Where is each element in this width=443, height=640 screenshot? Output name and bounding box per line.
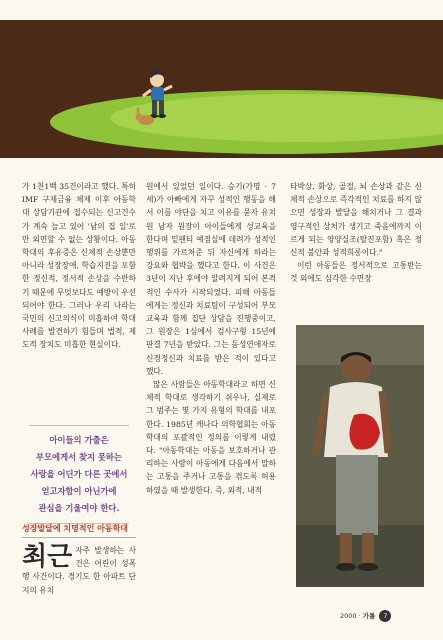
quote-line: 사랑을 어딘가 다른 곳에서	[30, 469, 128, 479]
quote-line: 얻고자함이 아닌가에	[41, 486, 117, 496]
quote-line: 부모에게서 찾지 못하는	[36, 452, 122, 462]
magazine-name: 가톨	[362, 612, 376, 620]
article-paragraph: 이런 아동들은 정서적으로 고통받는 것 외에도 심각한 수면장	[290, 261, 422, 284]
boy-photo	[296, 325, 424, 587]
hero-illustration	[0, 0, 443, 158]
article-paragraph: 가 1천1백 35건이라고 했다. 특히 IMF 구제금융 체제 이후 아동학대 상담기관에 접수되는 신고건수가 계속 늘고 있어 '남의 집 일'로만 외면할 수 없는 상황이다. 아동학대의 후유증은 신체적 손상뿐만 아니라 성장장애, 학습지진을 포함한 정신적, 정서적 손상을 수반하기 때문에 무엇보다도 예방이 우선되어야 한다. 그러나 우리 나라는 국민의 신고의식이 미흡하여 학대사례를 발견하기 힘들며 법적, 제도적 장치도 미흡한 현실이다.	[22, 182, 136, 350]
page-footer	[340, 610, 391, 622]
page-number: 7	[379, 610, 391, 622]
section-subheading: 성장발달에 치명적인 아동학대	[22, 523, 136, 538]
article-column-1	[22, 180, 136, 352]
cartoon-boy-on-grass-illustration	[0, 0, 443, 158]
dropcap-text: 자주 발생하는 사건은 어린이 성폭행 사건이다. 경기도 한 아파트 단지의 유치	[22, 546, 136, 595]
dropcap-paragraph	[22, 544, 136, 597]
article-paragraph: 타박상, 화상, 골절, 뇌 손상과 같은 신체적 손상으로 즉각적인 치료를 하지 않으면 성장과 발달을 해치거나 그 결과 영구적인 상처가 생기고 죽음에까지 이르게 되는 영양실조(탈진포함) 혹은 정신적 불안과 성적희롱이다."	[290, 182, 422, 258]
article-column-2	[146, 180, 276, 497]
quote-line: 관심을 기울여야 한다.	[38, 503, 120, 513]
dropcap: 최근	[22, 542, 73, 572]
article-paragraph: 많은 사람들은 아동학대라고 하면 신체적 학대로 생각하기 쉬우나, 실제로 그 범주는 몇 가지 유형의 학대를 내포한다. 1985년 캐나다 의학협회는 아동학대의 포괄적인 정의를 이렇게 내렸다. "아동학대는 아동을 보호하거나 관리하는 사람이 아동에게 다음에서 말하는 고통을 주거나 고통을 겪도록 허용하였을 때 발생한다. 즉, 외적, 내적	[146, 380, 276, 495]
footer-year: 2000 ·	[340, 612, 361, 620]
quote-line: 아이들의 가출은	[49, 435, 109, 445]
pull-quote	[22, 425, 136, 524]
article-paragraph: 원에서 있었던 일이다. 승기(가명 · 7세)가 아빠에게 자꾸 성적인 행동을 해서 이를 야단을 치고 이유를 묻자 유치원 남자 원장이 아이들에게 성교육을 한다며 밑팬티 예점실에 데려가 성적인 행위를 가르쳐준 뒤 자신에게 하라는 강요와 협박을 했다고 한다. 이 사건은 3년이 지난 후에야 알려지게 되어 본격적인 수사가 시작되었다. 피해 아동들에게는 정신과 치료팀이 구성되어 부모교육과 함께 집단 상담을 진행중이고, 그 원장은 1심에서 검사구형 15년에 판결 7년을 받았다. 그는 동성연애자로 신경정신과 치료를 받은 적이 있다고 했다.	[146, 182, 276, 376]
article-column-3	[290, 180, 422, 286]
boy-with-red-bag-photo-icon	[296, 325, 424, 587]
